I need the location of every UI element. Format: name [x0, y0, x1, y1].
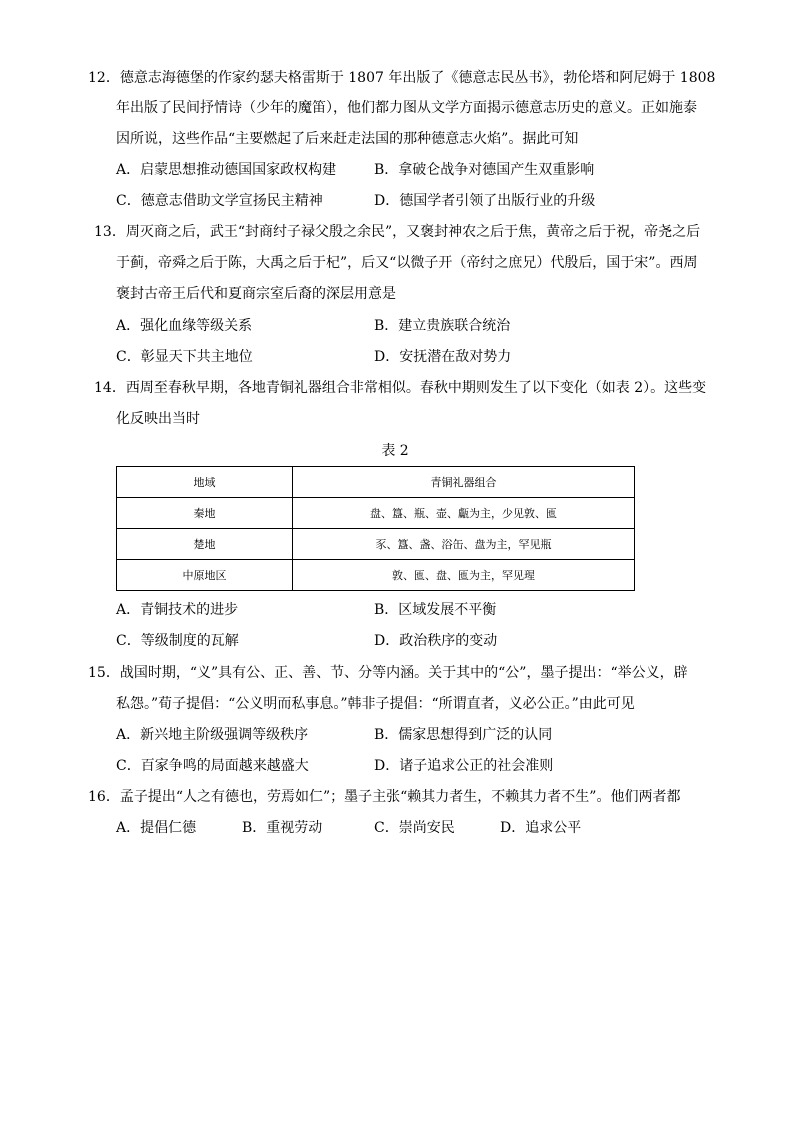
table-cell-vessels: 敦、匜、盘、匜为主，罕见瑆: [293, 560, 635, 591]
table-row: [117, 529, 635, 560]
question-13-option-c[interactable]: C．彰显天下共主地位: [116, 349, 253, 365]
question-12-stem-line-2: 年出版了民间抒情诗（少年的魔笛），他们都力图从文学方面揭示德意志历史的意义。正如施泰: [116, 100, 697, 116]
question-12-option-b[interactable]: B．拿破仑战争对德国产生双重影响: [374, 162, 595, 178]
question-15-option-c[interactable]: C．百家争鸣的局面越来越盛大: [116, 758, 309, 774]
question-14-stem-line-2: 化反映出当时: [116, 411, 200, 427]
question-16-option-a[interactable]: A．提倡仁德: [116, 820, 197, 836]
question-12-option-c[interactable]: C．德意志借助文学宣扬民主精神: [116, 193, 323, 209]
question-12-stem-line-3: 因所说，这些作品“主要燃起了后来赶走法国的那种德意志火焰”。据此可知: [116, 131, 579, 147]
question-14-option-a[interactable]: A．青铜技术的进步: [116, 602, 239, 618]
table-cell-region: 中原地区: [117, 560, 293, 591]
question-13-stem-line-2: 于蓟，帝舜之后于陈，大禹之后于杞”，后又“以微子开（帝纣之庶兄）代殷后，国于宋”。西周: [116, 255, 698, 271]
question-12-option-a[interactable]: A．启蒙思想推动德国国家政权构建: [116, 162, 337, 178]
table-cell-vessels: 盘、簋、瓶、壶、甗为主，少见敦、匜: [293, 498, 635, 529]
question-14-stem-line-1: 14．西周至春秋早期，各地青铜礼器组合非常相似。春秋中期则发生了以下变化（如表 2）。这些变: [94, 380, 707, 396]
question-13-option-d[interactable]: D．安抚潜在敌对势力: [374, 349, 512, 365]
table-cell-region: 楚地: [117, 529, 293, 560]
question-12-stem-line-1: 12．德意志海德堡的作家约瑟夫格雷斯于 1807 年出版了《德意志民丛书》，勃伦塔和阿尼姆于 1808: [88, 70, 716, 86]
table-header-region: 地域: [117, 467, 293, 498]
question-14-option-d[interactable]: D．政治秩序的变动: [374, 633, 498, 649]
table-caption: 表 2: [381, 443, 409, 459]
question-12-option-d[interactable]: D．德国学者引领了出版行业的升级: [374, 193, 596, 209]
bronze-ritual-vessels-table: [116, 466, 635, 591]
table-header-vessel-combination: 青铜礼器组合: [293, 467, 635, 498]
question-13-stem-line-3: 褒封古帝王后代和夏商宗室后裔的深层用意是: [116, 286, 396, 302]
question-16-option-d[interactable]: D．追求公平: [500, 820, 582, 836]
question-14-option-c[interactable]: C．等级制度的瓦解: [116, 633, 239, 649]
question-16-option-c[interactable]: C．崇尚安民: [374, 820, 455, 836]
table-cell-region: 秦地: [117, 498, 293, 529]
question-15-option-b[interactable]: B．儒家思想得到广泛的认同: [374, 727, 553, 743]
question-16-stem-line-1: 16．孟子提出“人之有德也，劳焉如仁”；墨子主张“赖其力者生，不赖其力者不生”。他们两者都: [88, 789, 681, 805]
question-13-option-b[interactable]: B．建立贵族联合统治: [374, 318, 511, 334]
question-15-stem-line-1: 15．战国时期，“义”具有公、正、善、节、分等内涵。关于其中的“公”，墨子提出：“举公义，辟: [88, 665, 688, 681]
table-row: [117, 560, 635, 591]
table-cell-vessels: 豕、簋、盏、浴缶、盘为主，罕见瓶: [293, 529, 635, 560]
question-15-stem-line-2: 私怨。”荀子提倡：“公义明而私事息。”韩非子提倡：“所谓直者，义必公正。”由此可见: [116, 696, 635, 712]
question-15-option-d[interactable]: D．诸子追求公正的社会准则: [374, 758, 554, 774]
question-13-option-a[interactable]: A．强化血缘等级关系: [116, 318, 253, 334]
question-16-option-b[interactable]: B．重视劳动: [242, 820, 323, 836]
question-15-option-a[interactable]: A．新兴地主阶级强调等级秩序: [116, 727, 309, 743]
table-header-row: [117, 467, 635, 498]
question-13-stem-line-1: 13．周灭商之后，武王“封商纣子禄父殷之余民”，又褒封神农之后于焦，黄帝之后于祝，帝尧之后: [94, 224, 701, 240]
question-14-option-b[interactable]: B．区域发展不平衡: [374, 602, 497, 618]
table-row: [117, 498, 635, 529]
